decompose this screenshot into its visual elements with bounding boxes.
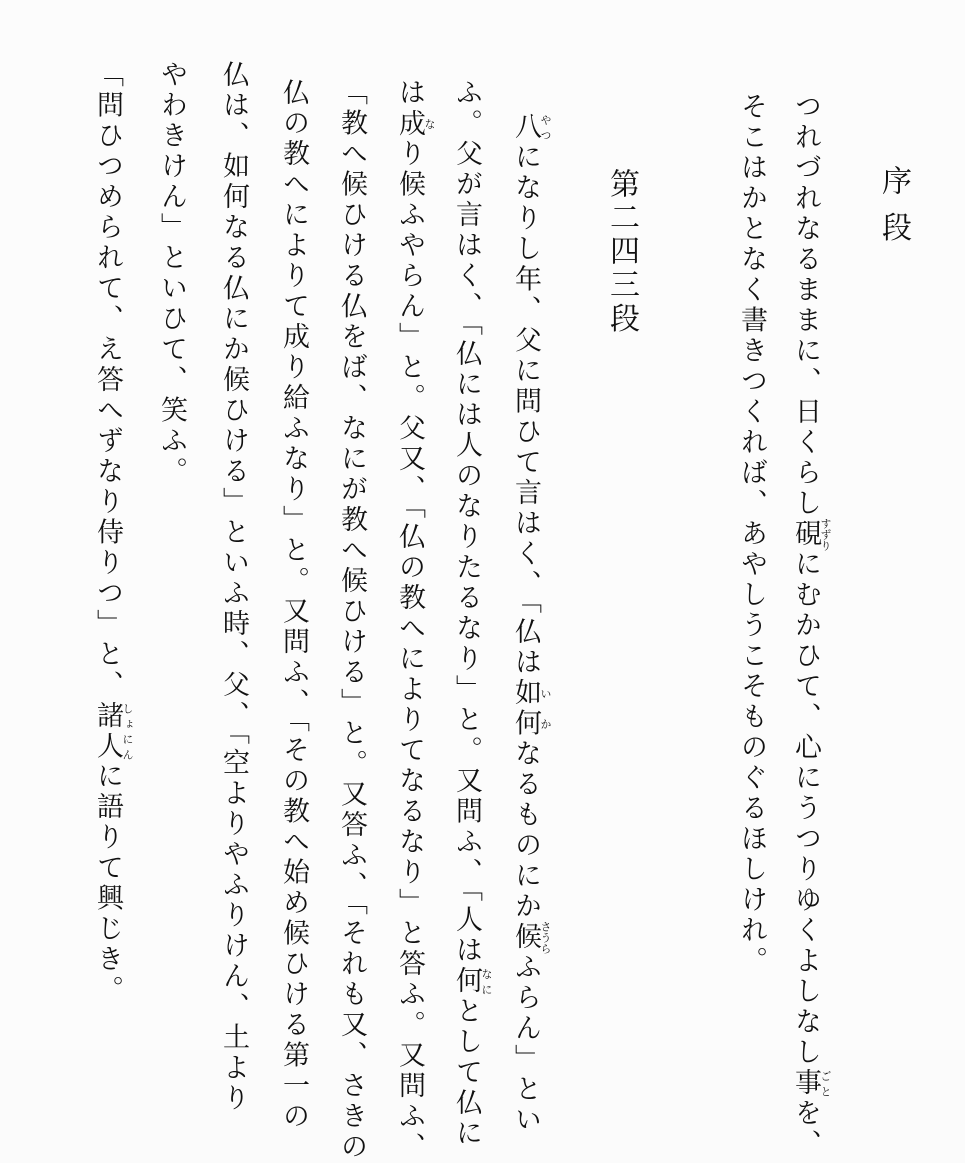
section-line-5: 仏の教へによりて成り給ふなり」と。又問ふ、「その教へ始め候ひける第一の — [278, 78, 309, 1133]
section-line-4: 「教へ候ひける仏をば、なにが教へ候ひける」と。又答ふ、「それも又、さきの — [336, 78, 367, 1163]
section-line-8: 「問ひつめられて、え答へずなり侍りつ」と、諸人しょにんに語りて興じき。 — [92, 60, 134, 1006]
section-line-1: 八やつになりし年、父に問ひて言はく、「仏は如何いかなるものにか候さうらふらん」とい — [510, 112, 552, 1136]
section-line-7: やわきけん」といひて、笑ふ。 — [156, 60, 187, 488]
preface-title: 序段 — [876, 165, 911, 258]
section-title: 第二四三段 — [604, 168, 639, 336]
preface-line-2: そこはかとなく書きつくれば、あやしうこそものぐるほしけれ。 — [736, 92, 767, 977]
section-line-2: ふ。父が言はく、「仏には人のなりたるなり」と。又問ふ、「人は何なにとして仏に — [451, 78, 493, 1150]
preface-line-1: つれづれなるままに、日くらし硯すずりにむかひて、心にうつりゆくよしなし事ごとを、 — [790, 92, 832, 1160]
ruby-suzuri: 硯すずり — [790, 517, 832, 551]
section-line-6: 仏は、如何なる仏にか候ひける」といふ時、父、「空よりやふりけん、土より — [218, 60, 249, 1115]
section-line-3: は成なり候ふやらん」と。父又、「仏の教へによりてなるなり」と答ふ。又問ふ、 — [394, 78, 436, 1163]
